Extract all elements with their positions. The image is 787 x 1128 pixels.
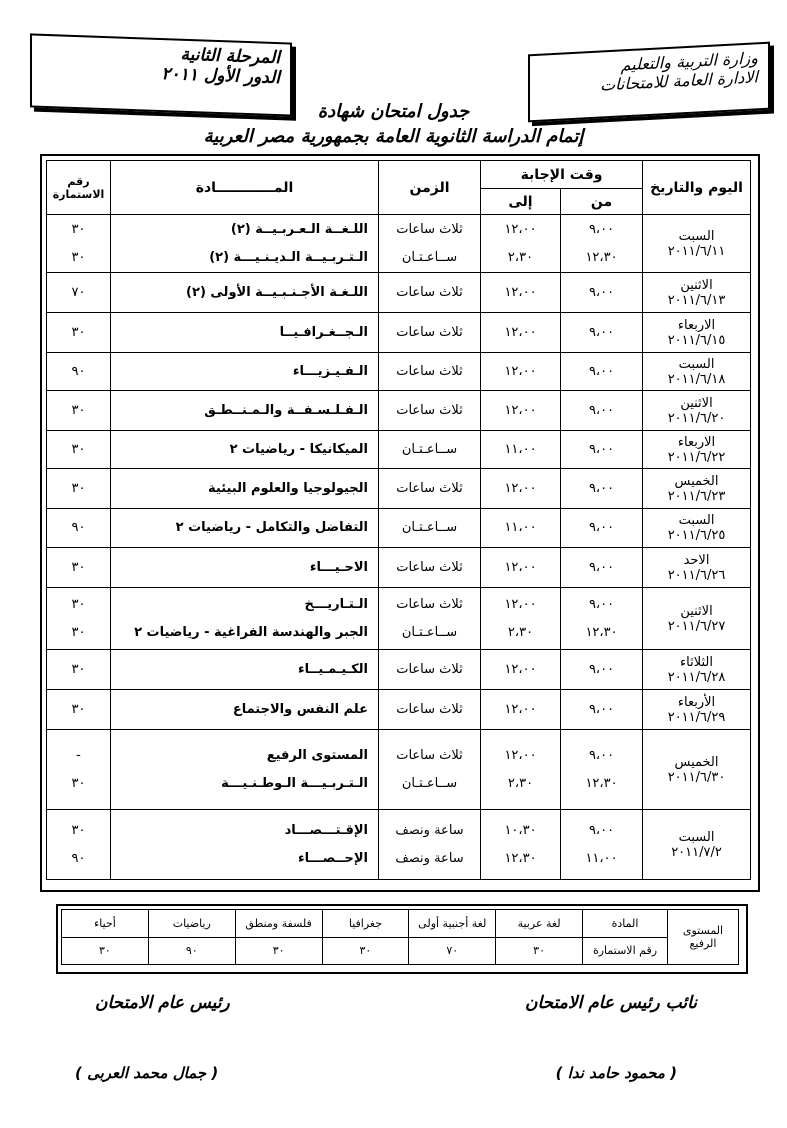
- level-form-3: ٣٠: [235, 937, 322, 965]
- subject-cell: [111, 588, 379, 650]
- subject-cell-line: التفاضل والتكامل - رياضيات ٢: [175, 520, 368, 535]
- form-number-cell: [47, 431, 111, 469]
- table-row: [47, 273, 751, 313]
- day-date-cell: [643, 215, 751, 273]
- time-from-cell: [561, 273, 643, 313]
- form-number-cell-line: ٣٠: [71, 221, 86, 237]
- level-form-5: ٣٠: [62, 937, 149, 965]
- time-from-cell-line: ٩،٠٠: [588, 661, 615, 677]
- form-number-cell: [47, 810, 111, 880]
- time-from-cell-line: ٩،٠٠: [588, 559, 615, 575]
- form-number-cell-line: ٣٠: [71, 775, 86, 791]
- table-row: [47, 215, 751, 273]
- form-number-cell: [47, 730, 111, 810]
- subject-cell-line: المستوى الرفيع: [266, 747, 368, 763]
- exam-date: ٢٠١١/٦/٢٥: [667, 528, 726, 543]
- time-from-cell-line: ٩،٠٠: [588, 221, 615, 237]
- exam-date: ٢٠١١/٦/٢٦: [667, 567, 726, 583]
- subject-cell-line: الإحــصـــاء: [297, 850, 368, 866]
- level-form-2: ٣٠: [322, 937, 409, 965]
- form-number-cell: [47, 650, 111, 690]
- level-subject-label: المادة: [583, 910, 668, 938]
- form-number-cell-line: ٣٠: [71, 661, 86, 677]
- duration-cell: [379, 313, 481, 353]
- time-to-cell-line: ١٢،٠٠: [504, 747, 537, 763]
- subject-cell-line: اللـغــة الـعـربـيــة (٢): [230, 221, 368, 237]
- level-subject-0: لغة عربية: [496, 910, 583, 938]
- duration-cell-line: ســاعـتـان: [401, 249, 458, 265]
- time-to-cell: [481, 730, 561, 810]
- time-to-cell-line: ١٢،٠٠: [504, 559, 537, 575]
- time-from-cell-line: ٩،٠٠: [588, 822, 615, 838]
- exam-date: ٢٠١١/٦/٢٩: [667, 709, 726, 725]
- form-number-cell-line: ٣٠: [71, 480, 86, 496]
- level-subject-2: جغرافيا: [322, 910, 409, 938]
- subject-cell-line: الـتـاريـــخ: [304, 596, 368, 612]
- time-from-cell-line: ٩،٠٠: [588, 747, 615, 763]
- exam-date: ٢٠١١/٦/٢٣: [667, 488, 726, 504]
- time-from-cell: [561, 509, 643, 548]
- level-label: المستوى الرفيع: [668, 910, 739, 965]
- day-date-cell: [643, 810, 751, 880]
- day-name: الخميس: [674, 473, 719, 489]
- subject-cell: [111, 273, 379, 313]
- time-from-cell: [561, 810, 643, 880]
- duration-cell-line: ثلاث ساعات: [396, 221, 463, 237]
- time-from-cell-line: ٩،٠٠: [588, 480, 615, 496]
- duration-cell-line: ســاعـتـان: [401, 441, 458, 457]
- header-day: اليوم والتاريخ: [643, 161, 751, 215]
- subject-cell: [111, 215, 379, 273]
- time-to-cell-line: ١٢،٠٠: [504, 284, 537, 300]
- time-to-cell: [481, 215, 561, 273]
- form-number-cell-line: ٩٠: [71, 850, 86, 866]
- exam-date: ٢٠١١/٦/١٣: [667, 292, 726, 308]
- duration-cell-line: ثلاث ساعات: [396, 559, 463, 575]
- table-row: [47, 650, 751, 690]
- form-number-cell-line: ٣٠: [71, 559, 86, 575]
- day-name: الاحد: [683, 552, 710, 568]
- duration-cell-line: ثلاث ساعات: [396, 402, 463, 418]
- table-row: [47, 588, 751, 650]
- subject-cell-line: اللـغـة الأجـنـبـيــة الأولى (٢): [186, 284, 368, 300]
- stage-label: المرحلة الثانية: [180, 44, 280, 69]
- time-to-cell: [481, 273, 561, 313]
- duration-cell: [379, 391, 481, 431]
- head-name: ( جمال محمد العربى ): [75, 1064, 219, 1082]
- day-date-cell: [643, 509, 751, 548]
- duration-cell: [379, 469, 481, 509]
- subject-cell: [111, 650, 379, 690]
- time-to-cell-line: ١٠،٣٠: [504, 822, 537, 838]
- exam-date: ٢٠١١/٦/٢٢: [667, 449, 726, 465]
- subject-cell-line: علم النفس والاجتماع: [232, 701, 368, 717]
- subject-cell-line: الإقـتـــصـــاد: [284, 822, 368, 838]
- duration-cell: [379, 650, 481, 690]
- day-date-cell: [643, 391, 751, 431]
- form-number-cell-line: ٣٠: [71, 624, 86, 640]
- time-to-cell-line: ١٢،٠٠: [504, 480, 537, 496]
- table-row: [47, 810, 751, 880]
- duration-cell: [379, 509, 481, 548]
- form-number-cell: [47, 548, 111, 588]
- schedule-table: [46, 160, 751, 880]
- form-number-cell: [47, 215, 111, 273]
- time-to-cell: [481, 391, 561, 431]
- subject-cell: [111, 810, 379, 880]
- exam-date: ٢٠١١/٧/٢: [671, 844, 722, 860]
- table-row: [47, 690, 751, 730]
- subject-cell: [111, 548, 379, 588]
- level-form-1: ٧٠: [409, 937, 496, 965]
- form-number-cell-line: ٣٠: [71, 249, 86, 265]
- time-to-cell-line: ١١،٠٠: [504, 441, 537, 457]
- form-number-cell-line: ٣٠: [71, 324, 86, 340]
- time-to-cell-line: ١٢،٠٠: [504, 596, 537, 612]
- form-number-cell: [47, 391, 111, 431]
- form-number-cell-line: ٣٠: [71, 822, 86, 838]
- form-number-cell-line: -: [76, 747, 81, 763]
- level-form-0: ٣٠: [496, 937, 583, 965]
- time-from-cell: [561, 548, 643, 588]
- day-name: السبت: [678, 513, 715, 528]
- head-title: رئيس عام الامتحان: [95, 993, 230, 1013]
- form-number-cell: [47, 273, 111, 313]
- time-to-cell-line: ١٢،٠٠: [504, 363, 537, 379]
- day-date-cell: [643, 690, 751, 730]
- time-from-cell-line: ٩،٠٠: [588, 596, 615, 612]
- time-from-cell-line: ٩،٠٠: [588, 324, 615, 340]
- form-number-cell: [47, 588, 111, 650]
- duration-cell-line: ســاعـتـان: [401, 520, 458, 535]
- form-number-cell-line: ٣٠: [71, 441, 86, 457]
- subject-cell-line: الـتـربـيـــة الـوطـنـيـــة: [221, 775, 368, 791]
- day-date-cell: [643, 588, 751, 650]
- time-to-cell: [481, 469, 561, 509]
- header-to: إلى: [481, 189, 561, 215]
- subject-cell-line: الـجــغـرافـيــا: [279, 324, 368, 340]
- time-from-cell: [561, 730, 643, 810]
- department-label: الادارة العامة للامتحانات: [600, 67, 758, 95]
- form-number-cell-line: ٩٠: [71, 520, 86, 535]
- time-to-cell-line: ٢،٣٠: [507, 775, 534, 791]
- day-name: السبت: [678, 356, 715, 372]
- duration-cell-line: ثلاث ساعات: [396, 284, 463, 300]
- subject-cell: [111, 313, 379, 353]
- time-to-cell-line: ١١،٠٠: [504, 520, 537, 535]
- table-row: [47, 353, 751, 391]
- exam-date: ٢٠١١/٦/٢٧: [667, 618, 726, 634]
- vice-head-title: نائب رئيس عام الامتحان: [525, 993, 697, 1013]
- duration-cell: [379, 690, 481, 730]
- subject-cell-line: الجبر والهندسة الفراغية - رياضيات ٢: [134, 624, 368, 640]
- duration-cell: [379, 215, 481, 273]
- level-subject-5: أحياء: [62, 910, 149, 938]
- time-from-cell: [561, 690, 643, 730]
- time-from-cell-line: ٩،٠٠: [588, 363, 615, 379]
- day-name: الاثنين: [680, 395, 713, 411]
- table-row: [47, 469, 751, 509]
- duration-cell-line: ســاعـتـان: [401, 775, 458, 791]
- form-number-cell: [47, 353, 111, 391]
- time-from-cell-line: ٩،٠٠: [588, 284, 615, 300]
- time-from-cell: [561, 650, 643, 690]
- form-number-cell-line: ٩٠: [71, 363, 86, 379]
- subject-cell-line: الكـيـمـيــاء: [298, 661, 368, 677]
- time-from-cell-line: ١٢،٣٠: [585, 249, 618, 265]
- time-to-cell-line: ٢،٣٠: [507, 249, 534, 265]
- subject-cell: [111, 431, 379, 469]
- time-from-cell-line: ٩،٠٠: [588, 701, 615, 717]
- exam-date: ٢٠١١/٦/١١: [667, 243, 726, 259]
- day-date-cell: [643, 469, 751, 509]
- form-number-cell-line: ٣٠: [71, 596, 86, 612]
- day-name: الاثنين: [680, 277, 713, 293]
- time-to-cell-line: ١٢،٠٠: [504, 701, 537, 717]
- time-to-cell: [481, 509, 561, 548]
- duration-cell-line: ساعة ونصف: [395, 850, 464, 866]
- page-title: جدول امتحان شهادة: [317, 101, 470, 122]
- level-form-label: رقم الاستمارة: [583, 937, 668, 965]
- time-from-cell-line: ١٢،٣٠: [585, 775, 618, 791]
- time-from-cell: [561, 313, 643, 353]
- ministry-label: وزارة التربية والتعليم: [620, 48, 758, 75]
- duration-cell-line: ساعة ونصف: [395, 822, 464, 838]
- time-to-cell-line: ١٢،٣٠: [504, 850, 537, 866]
- exam-date: ٢٠١١/٦/١٨: [667, 371, 726, 387]
- time-from-cell-line: ٩،٠٠: [588, 441, 615, 457]
- time-to-cell-line: ١٢،٠٠: [504, 661, 537, 677]
- header-form-number: رقم الاستمارة: [47, 161, 111, 215]
- subject-cell: [111, 509, 379, 548]
- time-from-cell-line: ٩،٠٠: [588, 402, 615, 418]
- form-number-cell-line: ٣٠: [71, 701, 86, 717]
- day-name: الخميس: [674, 754, 719, 770]
- level-subject-3: فلسفة ومنطق: [235, 910, 322, 938]
- time-to-cell-line: ١٢،٠٠: [504, 221, 537, 237]
- header-subject: المــــــــــــادة: [111, 161, 379, 215]
- day-name: الأربعاء: [677, 694, 716, 710]
- day-date-cell: [643, 548, 751, 588]
- day-date-cell: [643, 273, 751, 313]
- time-from-cell-line: ١٢،٣٠: [585, 624, 618, 640]
- day-date-cell: [643, 431, 751, 469]
- day-name: السبت: [678, 829, 715, 845]
- level-table: [61, 909, 739, 965]
- table-row: [47, 509, 751, 548]
- form-number-cell: [47, 469, 111, 509]
- subject-cell: [111, 469, 379, 509]
- subject-cell-line: الميكانيكا - رياضيات ٢: [229, 441, 368, 457]
- time-to-cell: [481, 431, 561, 469]
- time-from-cell-line: ١١،٠٠: [585, 850, 618, 866]
- page-subtitle: إتمام الدراسة الثانوية العامة بجمهورية مصر العربية: [203, 126, 584, 147]
- duration-cell-line: ثلاث ساعات: [396, 363, 463, 379]
- level-subject-1: لغة أجنبية أولى: [409, 910, 496, 938]
- time-from-cell-line: ٩،٠٠: [588, 520, 615, 535]
- time-to-cell: [481, 588, 561, 650]
- subject-cell-line: الـفـيـزيـــاء: [292, 363, 368, 379]
- time-from-cell: [561, 588, 643, 650]
- duration-cell: [379, 548, 481, 588]
- table-row: [47, 391, 751, 431]
- subject-cell: [111, 730, 379, 810]
- exam-date: ٢٠١١/٦/٣٠: [667, 769, 726, 785]
- subject-cell: [111, 391, 379, 431]
- form-number-cell-line: ٣٠: [71, 402, 86, 418]
- time-to-cell: [481, 690, 561, 730]
- round-label: الدور الأول ٢٠١١: [161, 64, 280, 89]
- header-from: من: [561, 189, 643, 215]
- duration-cell-line: ســاعـتـان: [401, 624, 458, 640]
- day-name: السبت: [678, 228, 715, 244]
- form-number-cell-line: ٧٠: [71, 284, 86, 300]
- day-date-cell: [643, 313, 751, 353]
- vice-head-name: ( محمود حامد ندا ): [555, 1064, 677, 1082]
- day-name: الاثنين: [680, 603, 713, 619]
- subject-cell-line: الـتـربـيــة الـديـنـيـــة (٢): [209, 249, 368, 265]
- duration-cell-line: ثلاث ساعات: [396, 701, 463, 717]
- table-row: [47, 730, 751, 810]
- header-duration: الزمن: [379, 161, 481, 215]
- day-name: الاربعاء: [677, 317, 716, 333]
- day-date-cell: [643, 353, 751, 391]
- time-to-cell-line: ١٢،٠٠: [504, 402, 537, 418]
- time-to-cell-line: ١٢،٠٠: [504, 324, 537, 340]
- time-from-cell: [561, 353, 643, 391]
- duration-cell: [379, 353, 481, 391]
- duration-cell: [379, 588, 481, 650]
- time-to-cell: [481, 353, 561, 391]
- time-to-cell-line: ٢،٣٠: [507, 624, 534, 640]
- schedule-body: [47, 215, 751, 880]
- header-answer-time: وقت الإجابة: [481, 161, 643, 189]
- time-to-cell: [481, 650, 561, 690]
- duration-cell-line: ثلاث ساعات: [396, 747, 463, 763]
- level-subject-4: رياضيات: [148, 910, 235, 938]
- day-name: الثلاثاء: [680, 654, 713, 670]
- exam-date: ٢٠١١/٦/٢٨: [667, 669, 726, 685]
- time-to-cell: [481, 810, 561, 880]
- duration-cell: [379, 431, 481, 469]
- exam-date: ٢٠١١/٦/١٥: [667, 332, 726, 348]
- level-form-4: ٩٠: [148, 937, 235, 965]
- table-row: [47, 431, 751, 469]
- subject-cell-line: الـفـلـسـفــة والـمـنــطـق: [204, 402, 368, 418]
- subject-cell: [111, 690, 379, 730]
- duration-cell-line: ثلاث ساعات: [396, 661, 463, 677]
- day-date-cell: [643, 650, 751, 690]
- time-from-cell: [561, 215, 643, 273]
- subject-cell: [111, 353, 379, 391]
- time-to-cell: [481, 313, 561, 353]
- duration-cell-line: ثلاث ساعات: [396, 480, 463, 496]
- day-date-cell: [643, 730, 751, 810]
- table-row: [47, 313, 751, 353]
- duration-cell: [379, 730, 481, 810]
- day-name: الاربعاء: [677, 434, 716, 450]
- duration-cell-line: ثلاث ساعات: [396, 324, 463, 340]
- form-number-cell: [47, 690, 111, 730]
- time-from-cell: [561, 469, 643, 509]
- form-number-cell: [47, 509, 111, 548]
- time-from-cell: [561, 391, 643, 431]
- duration-cell: [379, 273, 481, 313]
- exam-date: ٢٠١١/٦/٢٠: [667, 410, 726, 426]
- time-from-cell: [561, 431, 643, 469]
- duration-cell: [379, 810, 481, 880]
- time-to-cell: [481, 548, 561, 588]
- table-row: [47, 548, 751, 588]
- subject-cell-line: الاحـيـــاء: [309, 559, 368, 575]
- form-number-cell: [47, 313, 111, 353]
- subject-cell-line: الجيولوجيا والعلوم البيئية: [208, 480, 368, 496]
- duration-cell-line: ثلاث ساعات: [396, 596, 463, 612]
